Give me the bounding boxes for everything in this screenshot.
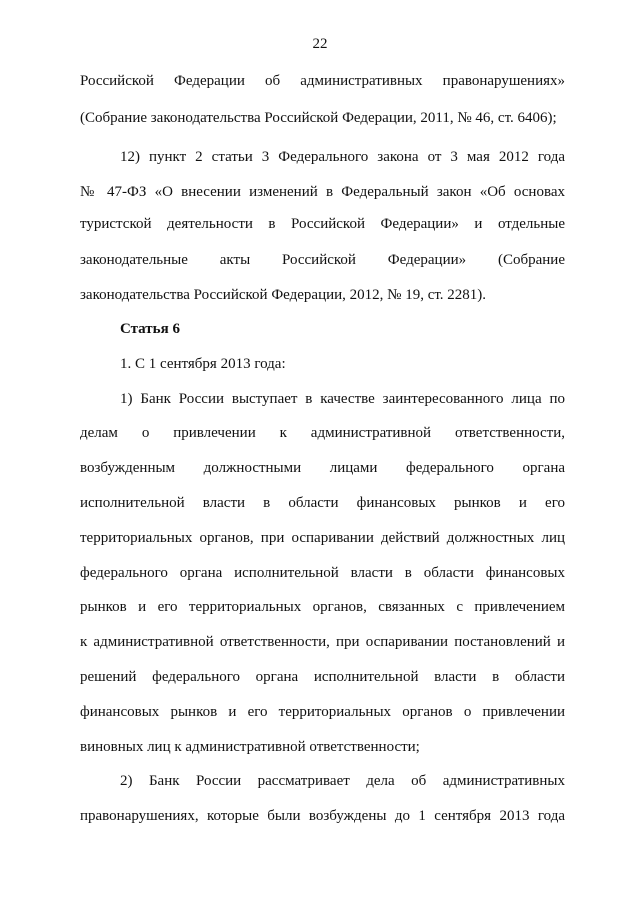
- text-line: делам о привлечении к административной ответственности,: [80, 425, 565, 441]
- text-line: туристской деятельности в Российской Федерации» и отдельные: [80, 216, 565, 232]
- text-line: к административной ответственности, при оспаривании постановлений и: [80, 634, 565, 650]
- text-line: виновных лиц к административной ответственности;: [80, 739, 420, 755]
- text-line: Российской Федерации об административных правонарушениях»: [80, 73, 565, 89]
- text-line: законодательные акты Российской Федерации» (Собрание: [80, 252, 565, 268]
- text-line: финансовых рынков и его территориальных органов о привлечении: [80, 704, 565, 720]
- text-line: территориальных органов, при оспаривании действий должностных лиц: [80, 530, 565, 546]
- text-line: решений федерального органа исполнительной власти в области: [80, 669, 565, 685]
- text-line: федерального органа исполнительной власти в области финансовых: [80, 565, 565, 581]
- page-number: 22: [312, 36, 328, 52]
- text-line: № 47-ФЗ «О внесении изменений в Федеральный закон «Об основах: [80, 184, 565, 200]
- text-line: 1) Банк России выступает в качестве заинтересованного лица по: [120, 391, 565, 407]
- article-heading: Статья 6: [120, 321, 180, 337]
- text-line: исполнительной власти в области финансовых рынков и его: [80, 495, 565, 511]
- text-line: рынков и его территориальных органов, связанных с привлечением: [80, 599, 565, 615]
- text-line: правонарушениях, которые были возбуждены до 1 сентября 2013 года: [80, 808, 565, 824]
- text-line: 1. С 1 сентября 2013 года:: [120, 356, 286, 372]
- text-line: возбужденным должностными лицами федерального органа: [80, 460, 565, 476]
- text-line: законодательства Российской Федерации, 2012, № 19, ст. 2281).: [80, 287, 487, 303]
- text-line: 12) пункт 2 статьи 3 Федерального закона от 3 мая 2012 года: [120, 149, 565, 165]
- text-line: (Собрание законодательства Российской Федерации, 2011, № 46, ст. 6406);: [80, 110, 557, 126]
- text-line: 2) Банк России рассматривает дела об административных: [120, 773, 565, 789]
